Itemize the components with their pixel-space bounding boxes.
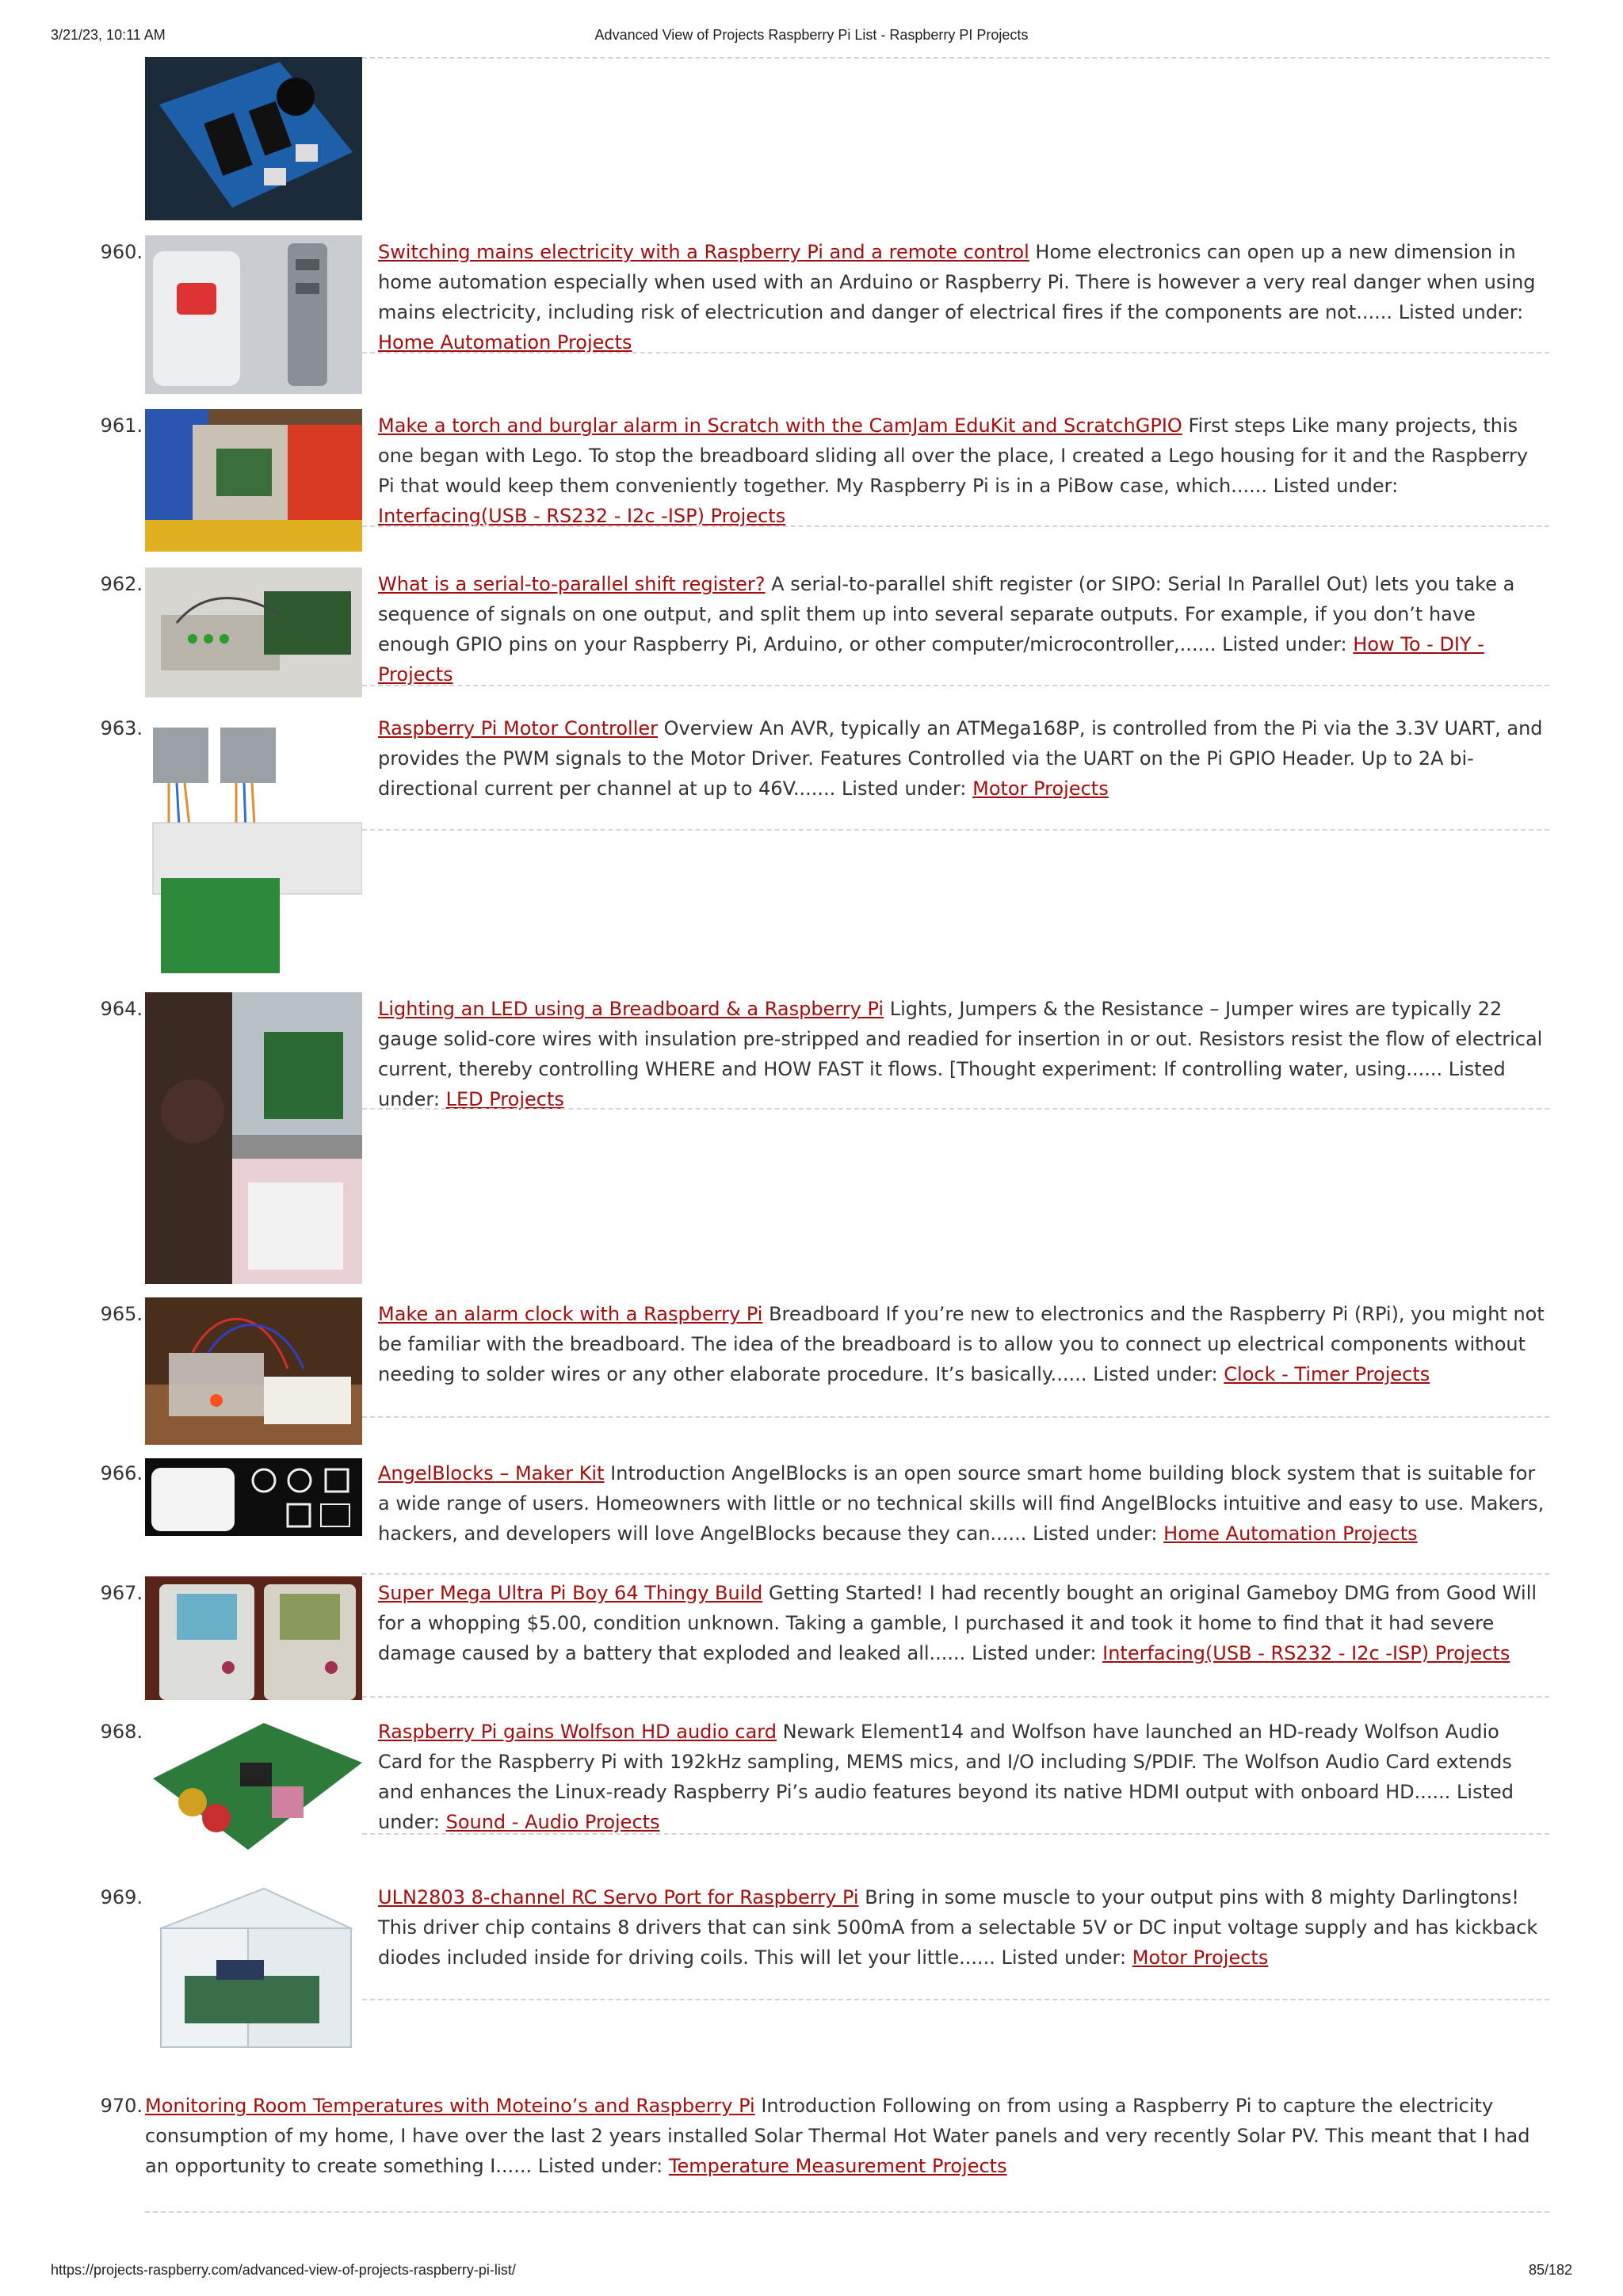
separator: [362, 685, 1549, 686]
listed-under-label: Listed under:: [971, 1642, 1097, 1664]
project-description: Newark Element14 and Wolfson have launched an HD-ready Wolfson Audio Card for the Raspberry Pi with 192kHz sampling, MEMS mics, and I/O including S/PDIF. The Wolfson Audio Card extends and enhances the Linux-ready Raspberry Pi’s audio features beyond its native HDMI output with onboard HD......: [378, 1721, 1512, 1803]
separator: [362, 829, 1549, 831]
project-title-link[interactable]: ULN2803 8-channel RC Servo Port for Raspberry Pi: [378, 1886, 859, 1908]
listed-under-label: Listed under:: [1032, 1522, 1158, 1545]
category-link[interactable]: Interfacing(USB - RS232 - I2c -ISP) Projects: [1102, 1642, 1510, 1664]
project-description: First steps Like many projects, this one began with Lego. To stop the breadboard sliding all over the place, I created a Lego housing for it and the Raspberry Pi that would keep them conveniently together. My Raspberry Pi is in a PiBow case, which......: [378, 415, 1529, 497]
project-title-link[interactable]: Raspberry Pi gains Wolfson HD audio card: [378, 1721, 777, 1743]
item-text: [378, 1717, 1549, 1837]
thumbnail-image[interactable]: [145, 992, 362, 1284]
item-number: 969.: [100, 1886, 143, 1908]
category-link[interactable]: LED Projects: [445, 1088, 564, 1110]
item-number: 965.: [100, 1303, 143, 1325]
category-link[interactable]: Home Automation Projects: [1163, 1522, 1418, 1545]
separator: [362, 525, 1549, 527]
listed-under-label: Listed under:: [1001, 1946, 1127, 1969]
separator: [362, 1833, 1549, 1835]
item-number: 962.: [100, 573, 143, 595]
item-text: [378, 713, 1549, 804]
project-description: Overview An AVR, typically an ATMega168P, is controlled from the Pi via the 3.3V UART, and provides the PWM signals to the Motor Driver. Features Controlled via the UART on the Pi GPIO Header. Up to 2A bi-directional current per channel at up to 46V.......: [378, 717, 1543, 800]
thumbnail-image[interactable]: [145, 1881, 362, 2074]
thumbnail-image[interactable]: [145, 1576, 362, 1700]
item-text: [378, 411, 1549, 531]
item-number: 963.: [100, 717, 143, 739]
listed-under-label: Listed under:: [1222, 633, 1347, 655]
item-number: 970.: [100, 2095, 143, 2117]
project-title-link[interactable]: Switching mains electricity with a Raspberry Pi and a remote control: [378, 241, 1029, 263]
project-description: Bring in some muscle to your output pins with 8 mighty Darlingtons! This driver chip contains 8 drivers that can sink 500mA from a selectable 5V or DC input voltage supply and has kickback diodes included inside for driving coils. This will let your little......: [378, 1886, 1538, 1969]
separator: [362, 1999, 1549, 2000]
project-title-link[interactable]: Super Mega Ultra Pi Boy 64 Thingy Build: [378, 1582, 763, 1604]
project-title-link[interactable]: Raspberry Pi Motor Controller: [378, 717, 659, 739]
thumbnail-image[interactable]: [145, 409, 362, 552]
thumbnail-image[interactable]: [145, 1458, 362, 1547]
separator: [145, 2211, 1549, 2213]
item-number: 968.: [100, 1721, 143, 1743]
item-text: [378, 1578, 1549, 1668]
project-title-link[interactable]: Monitoring Room Temperatures with Moteino’s and Raspberry Pi: [145, 2095, 755, 2117]
thumbnail-image[interactable]: [145, 1715, 362, 1862]
item-text: [145, 2091, 1549, 2181]
separator: [362, 1573, 1549, 1575]
project-description: Introduction AngelBlocks is an open source smart home building block system that is suitable for a wide range of users. Homeowners with little or no technical skills will find AngelBlocks intuitive and easy to use. Makers, hackers, and developers will love AngelBlocks because they can......: [378, 1462, 1545, 1545]
category-link[interactable]: Sound - Audio Projects: [445, 1811, 660, 1833]
listed-under-label: Listed under:: [1093, 1363, 1218, 1385]
item-text: [378, 1882, 1549, 1973]
thumbnail-image[interactable]: [145, 712, 362, 980]
project-description: Breadboard If you’re new to electronics and the Raspberry Pi (RPi), you might not be familiar with the breadboard. The idea of the breadboard is to allow you to connect up electrical components without needing to solder wires or any other elaborate procedure. It’s basically......: [378, 1303, 1545, 1385]
listed-under-label: Listed under:: [378, 1058, 1506, 1110]
item-text: [378, 569, 1549, 690]
item-number: 960.: [100, 241, 143, 263]
project-title-link[interactable]: Lighting an LED using a Breadboard & a Raspberry Pi: [378, 998, 884, 1020]
item-number: 967.: [100, 1582, 143, 1604]
print-datetime: 3/21/23, 10:11 AM: [51, 27, 166, 43]
item-text: [378, 1458, 1549, 1549]
thumbnail-image[interactable]: [145, 57, 362, 220]
thumbnail-image[interactable]: [145, 1297, 362, 1445]
category-link[interactable]: Temperature Measurement Projects: [668, 2155, 1007, 2177]
separator: [362, 352, 1549, 353]
item-text: [378, 237, 1549, 357]
category-link[interactable]: Clock - Timer Projects: [1224, 1363, 1430, 1385]
separator: [362, 1696, 1549, 1698]
listed-under-label: Listed under:: [378, 1781, 1514, 1833]
item-text: [378, 1299, 1549, 1389]
project-description: A serial-to-parallel shift register (or SIPO: Serial In Parallel Out) lets you take a sequence of signals on one output, and split them up into several separate outputs. For example, if you don’t have enough GPIO pins on your Raspberry Pi, Arduino, or other computer/microcontroller,......: [378, 573, 1515, 655]
item-number: 961.: [100, 415, 143, 437]
item-number: 964.: [100, 998, 143, 1020]
category-link[interactable]: Interfacing(USB - RS232 - I2c -ISP) Projects: [378, 505, 786, 527]
thumbnail-image[interactable]: [145, 235, 362, 394]
project-description: Lights, Jumpers & the Resistance – Jumper wires are typically 22 gauge solid-core wires with insulation pre-stripped and readied for insertion in or out. Resistors resist the flow of electrical current, thereby controlling WHERE and HOW FAST it flows. [Thought experiment: If controlling water, using......: [378, 998, 1543, 1080]
listed-under-label: Listed under:: [841, 777, 967, 800]
project-description: Introduction Following on from using a Raspberry Pi to capture the electricity consumption of my home, I have over the last 2 years installed Solar Thermal Hot Water panels and very recently Solar PV. This meant that I had an opportunity to create something I......: [145, 2095, 1530, 2177]
project-title-link[interactable]: AngelBlocks – Maker Kit: [378, 1462, 605, 1484]
separator: [362, 57, 1549, 59]
project-description: Home electronics can open up a new dimension in home automation especially when used with an Arduino or Raspberry Pi. There is however a very real danger when using mains electricity, including risk of electricution and danger of electrical fires if the components are not......: [378, 241, 1536, 323]
project-title-link[interactable]: Make an alarm clock with a Raspberry Pi: [378, 1303, 763, 1325]
listed-under-label: Listed under:: [1273, 475, 1399, 497]
print-page-title: Advanced View of Projects Raspberry Pi List - Raspberry PI Projects: [594, 27, 1029, 43]
print-url: https://projects-raspberry.com/advanced-view-of-projects-raspberry-pi-list/: [51, 2262, 516, 2278]
category-link[interactable]: How To - DIY - Projects: [378, 633, 1484, 686]
project-description: Getting Started! I had recently bought an original Gameboy DMG from Good Will for a whopping $5.00, condition unknown. Taking a gamble, I purchased it and took it home to find that it had severe damage caused by a battery that exploded and leaked all......: [378, 1582, 1537, 1664]
item-text: [378, 994, 1549, 1114]
listed-under-label: Listed under:: [537, 2155, 663, 2177]
item-number: 966.: [100, 1462, 143, 1484]
thumbnail-image[interactable]: [145, 567, 362, 697]
category-link[interactable]: Home Automation Projects: [378, 331, 632, 353]
separator: [362, 1108, 1549, 1110]
separator: [362, 1416, 1549, 1418]
category-link[interactable]: Motor Projects: [972, 777, 1109, 800]
project-title-link[interactable]: What is a serial-to-parallel shift register?: [378, 573, 766, 595]
print-page-number: 85/182: [1528, 2262, 1572, 2278]
category-link[interactable]: Motor Projects: [1132, 1946, 1269, 1969]
project-title-link[interactable]: Make a torch and burglar alarm in Scratch with the CamJam EduKit and ScratchGPIO: [378, 415, 1182, 437]
listed-under-label: Listed under:: [1398, 301, 1524, 323]
